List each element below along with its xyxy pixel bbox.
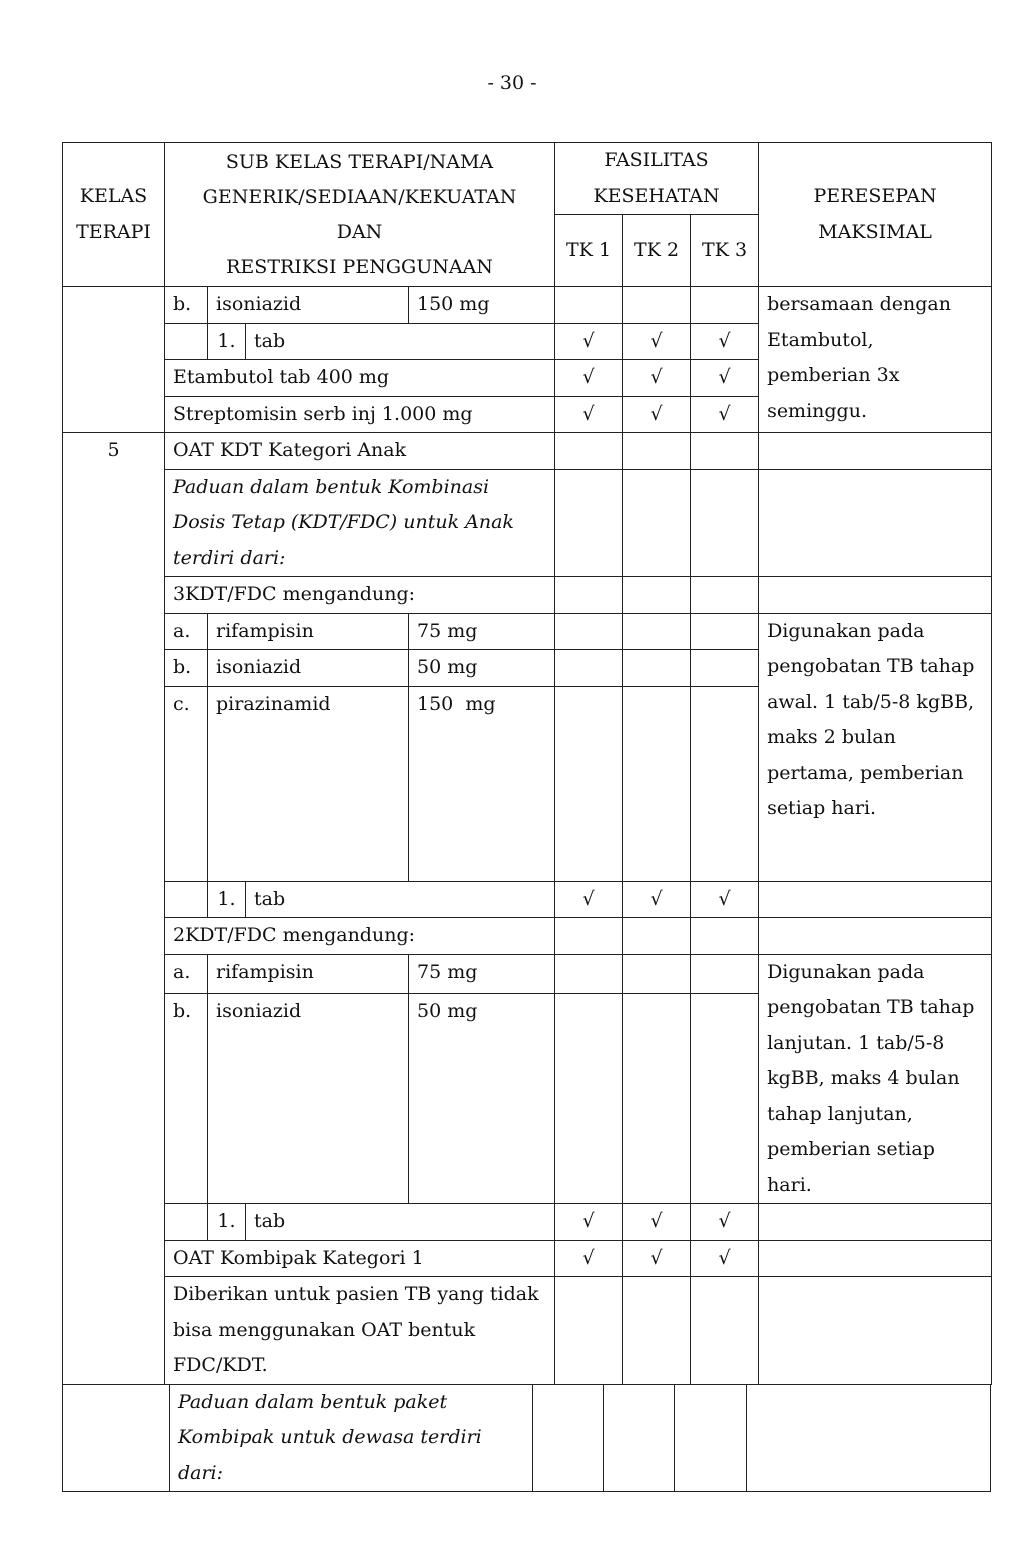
header-tk2: TK 2 xyxy=(623,215,691,287)
item-dose: 50 mg xyxy=(409,994,555,1204)
check-tk2: √ xyxy=(623,360,691,397)
header-fasilitas: FASILITAS KESEHATAN xyxy=(555,143,759,215)
item-letter: b. xyxy=(165,994,208,1204)
header-sub-kelas-line4: RESTRIKSI PENGGUNAAN xyxy=(226,255,493,278)
check-tk3: √ xyxy=(691,360,759,397)
formulary-table-tail xyxy=(62,1384,991,1493)
check-tk2: √ xyxy=(623,396,691,433)
item-letter: c. xyxy=(165,686,208,881)
header-tk1: TK 1 xyxy=(555,215,623,287)
table-row xyxy=(63,1204,992,1241)
item-dose: 150 mg xyxy=(409,686,555,881)
header-peresepan: PERESEPAN MAKSIMAL xyxy=(759,143,992,287)
item-name: isoniazid xyxy=(208,650,409,687)
section-title: OAT KDT Kategori Anak xyxy=(165,433,555,470)
page-number: - 30 - xyxy=(487,72,537,94)
check-tk2: √ xyxy=(623,1240,691,1277)
section-description: Paduan dalam bentuk Kombinasi Dosis Tetap (KDT/FDC) untuk Anak terdiri dari: xyxy=(165,469,555,577)
item-letter: a. xyxy=(165,613,208,650)
check-tk1: √ xyxy=(555,1240,623,1277)
header-row xyxy=(63,143,992,215)
item-name: isoniazid xyxy=(208,994,409,1204)
check-tk2: √ xyxy=(623,1204,691,1241)
header-tk3: TK 3 xyxy=(691,215,759,287)
table-row xyxy=(63,1384,991,1492)
check-tk3: √ xyxy=(691,323,759,360)
formulary-table xyxy=(62,142,992,1385)
section-title: OAT Kombipak Kategori 1 xyxy=(165,1240,555,1277)
kelas-cell xyxy=(63,1384,170,1492)
item-letter: b. xyxy=(165,650,208,687)
peresepan-note: bersamaan dengan Etambutol, pemberian 3x seminggu. xyxy=(759,287,992,433)
header-sub-kelas xyxy=(165,143,555,287)
item-text: Streptomisin serb inj 1.000 mg xyxy=(165,396,555,433)
item-letter: a. xyxy=(165,954,208,994)
check-tk3: √ xyxy=(691,881,759,918)
form-number: 1. xyxy=(208,1204,246,1241)
table-row xyxy=(63,918,992,955)
item-name: isoniazid xyxy=(208,287,409,324)
check-tk2: √ xyxy=(623,881,691,918)
item-text: Etambutol tab 400 mg xyxy=(165,360,555,397)
item-letter: b. xyxy=(165,287,208,324)
header-kelas-terapi: KELAS TERAPI xyxy=(63,143,165,287)
check-tk1: √ xyxy=(555,881,623,918)
header-sub-kelas-line1: SUB KELAS TERAPI/NAMA xyxy=(225,150,494,173)
table-row xyxy=(63,954,992,994)
item-dose: 50 mg xyxy=(409,650,555,687)
item-dose: 75 mg xyxy=(409,954,555,994)
form-label: tab xyxy=(246,1204,555,1241)
table-row xyxy=(63,881,992,918)
item-dose: 150 mg xyxy=(409,287,555,324)
check-tk3: √ xyxy=(691,1204,759,1241)
kelas-cell xyxy=(63,287,165,433)
check-tk3: √ xyxy=(691,1240,759,1277)
check-tk3: √ xyxy=(691,396,759,433)
table-row xyxy=(63,1240,992,1277)
table-row xyxy=(63,433,992,470)
item-name: pirazinamid xyxy=(208,686,409,881)
table-row xyxy=(63,469,992,577)
item-name: rifampisin xyxy=(208,954,409,994)
section-description: Diberikan untuk pasien TB yang tidak bisa menggunakan OAT bentuk FDC/KDT. xyxy=(165,1277,555,1385)
subheading: 3KDT/FDC mengandung: xyxy=(165,577,555,614)
table-row xyxy=(63,1277,992,1385)
item-dose: 75 mg xyxy=(409,613,555,650)
form-number: 1. xyxy=(208,881,246,918)
header-sub-kelas-line3: DAN xyxy=(336,220,383,243)
form-label: tab xyxy=(246,323,555,360)
section-description: Paduan dalam bentuk paket Kombipak untuk dewasa terdiri dari: xyxy=(169,1384,532,1492)
peresepan-note: Digunakan pada pengobatan TB tahap awal. 1 tab/5-8 kgBB, maks 2 bulan pertama, pemberian setiap hari. xyxy=(759,613,992,881)
table-row xyxy=(63,287,992,324)
form-label: tab xyxy=(246,881,555,918)
kelas-number: 5 xyxy=(63,433,165,1385)
check-tk2: √ xyxy=(623,323,691,360)
table-row xyxy=(63,577,992,614)
header-sub-kelas-line2: GENERIK/SEDIAAN/KEKUATAN xyxy=(202,185,517,208)
subheading: 2KDT/FDC mengandung: xyxy=(165,918,555,955)
form-number: 1. xyxy=(208,323,246,360)
check-tk1: √ xyxy=(555,1204,623,1241)
check-tk1: √ xyxy=(555,323,623,360)
check-tk1: √ xyxy=(555,396,623,433)
item-name: rifampisin xyxy=(208,613,409,650)
peresepan-note: Digunakan pada pengobatan TB tahap lanjutan. 1 tab/5-8 kgBB, maks 4 bulan tahap lanjutan, pemberian setiap hari. xyxy=(759,954,992,1204)
check-tk1: √ xyxy=(555,360,623,397)
table-row xyxy=(63,613,992,650)
